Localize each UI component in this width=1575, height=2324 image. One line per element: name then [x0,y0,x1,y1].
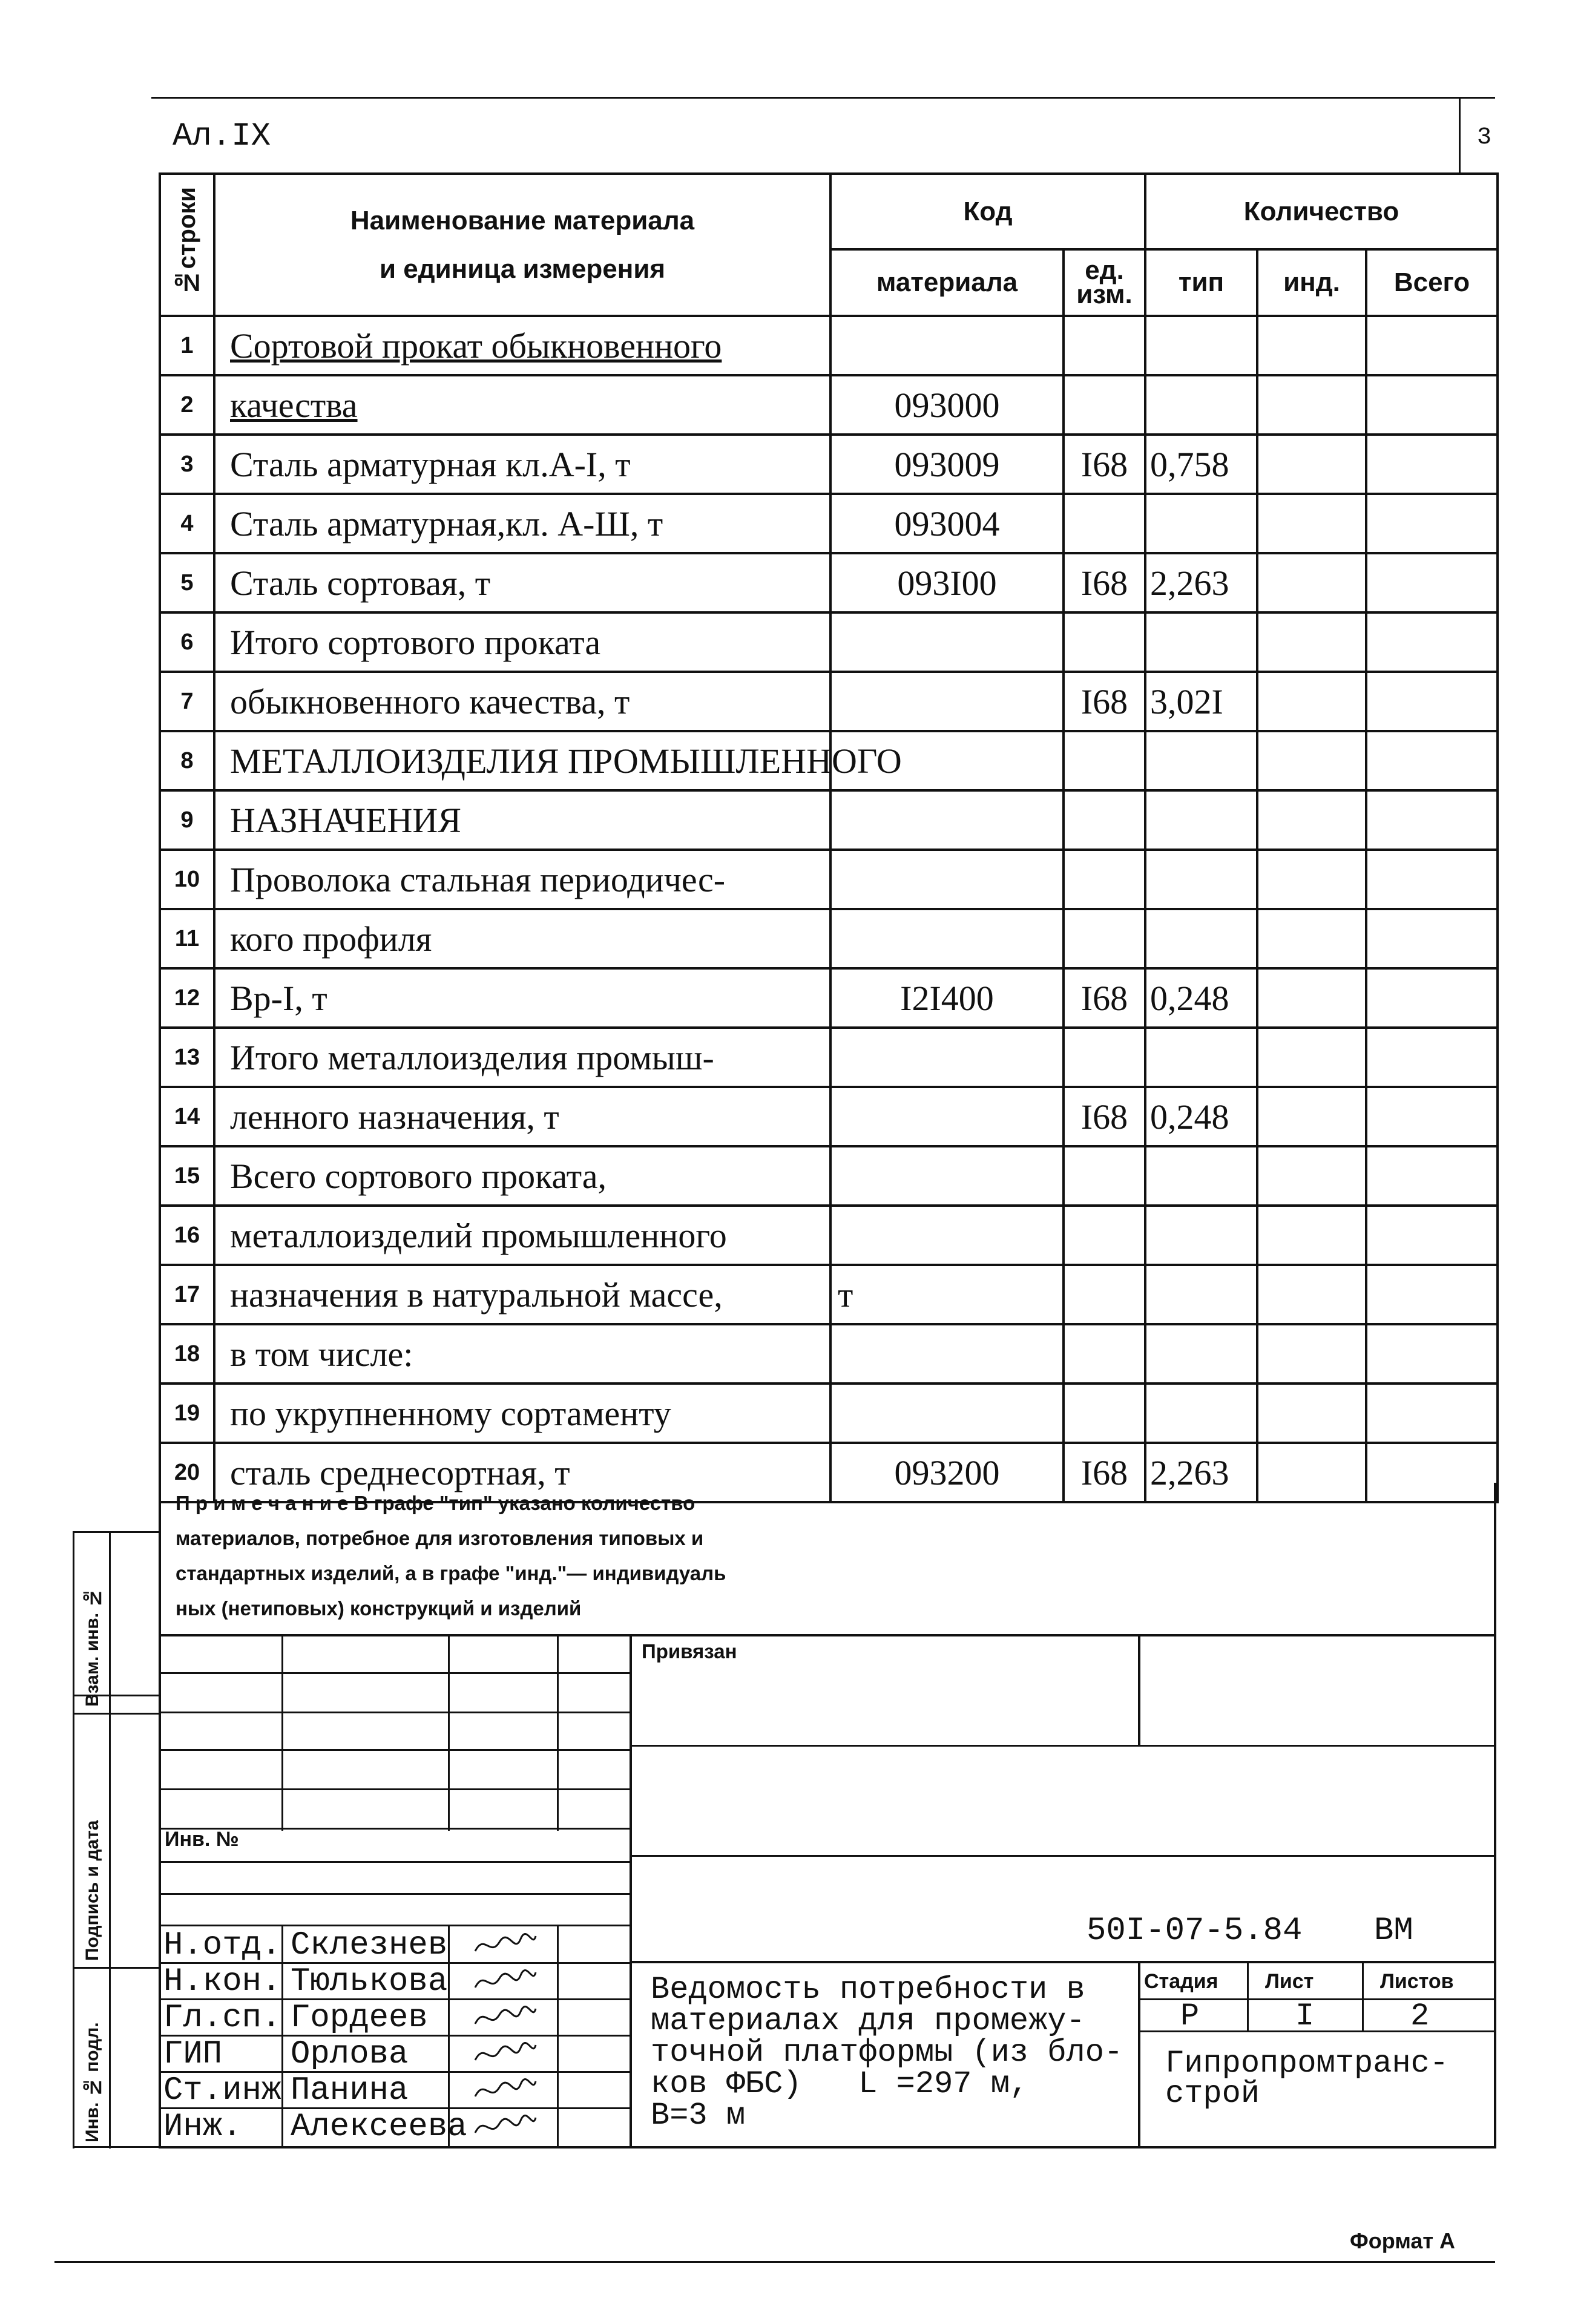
row-number: 14 [160,1087,214,1146]
doc-mark: ВМ [1374,1912,1413,1949]
signature-name: Панина [291,2072,409,2109]
row-number: 10 [160,850,214,909]
table-row [160,494,1498,553]
organization: Гипропромтранс- строй [1165,2046,1449,2112]
row-number: 8 [160,731,214,790]
side-inv-podl: Инв. № подл. [82,2022,102,2142]
header-code: Код [830,174,1145,249]
qty-ind [1257,1206,1366,1265]
material-code [830,612,1064,672]
material-code: 093I00 [830,553,1064,612]
signature-role: Н.кон. [163,1963,281,2000]
handwritten-signature [472,2039,539,2069]
qty-total [1366,1384,1498,1443]
format-label: Формат А [1350,2228,1456,2253]
table-row [160,1206,1498,1265]
material-name: металлоизделий промышленного [214,1206,830,1265]
material-code: I2I400 [830,968,1064,1028]
unit-code [1064,1028,1145,1087]
row-number: 12 [160,968,214,1028]
material-code [830,909,1064,968]
material-name: Всего сортового проката, [214,1146,830,1206]
side-inv-vz: Взам. инв. № [82,1587,102,1707]
materials-table [159,172,1499,1503]
stage-value: Р [1180,1998,1200,2034]
material-name: Итого сортового проката [214,612,830,672]
handwritten-signature [472,2075,539,2106]
header-name: Наименование материала и единица измерения [214,174,830,316]
qty-ind [1257,1087,1366,1146]
signature-role: Гл.сп. [163,2000,281,2037]
note-line-1: П р и м е ч а н и е В графе "тип" указано количество [176,1492,695,1514]
unit-code: I68 [1064,1443,1145,1502]
qty-type [1145,494,1257,553]
bottom-rule [54,2261,1495,2263]
qty-type [1145,612,1257,672]
unit-code [1064,850,1145,909]
material-name: Сталь арматурная,кл. А-Ш, т [214,494,830,553]
handwritten-signature [472,2003,539,2033]
material-name: в том числе: [214,1324,830,1384]
unit-code [1064,731,1145,790]
table-row [160,435,1498,494]
qty-ind [1257,553,1366,612]
handwritten-signature [472,1930,539,1960]
unit-code: I68 [1064,672,1145,731]
material-name: сталь среднесортная, т [214,1443,830,1502]
material-name: МЕТАЛЛОИЗДЕЛИЯ ПРОМЫШЛЕННОГО [214,731,830,790]
materials-table-body [160,316,1498,1502]
material-name: Сталь арматурная кл.А-I, т [214,435,830,494]
top-border-line [151,97,1495,99]
qty-ind [1257,968,1366,1028]
qty-ind [1257,1443,1366,1502]
material-name: обыкновенного качества, т [214,672,830,731]
row-number: 13 [160,1028,214,1087]
qty-type [1145,731,1257,790]
qty-total [1366,850,1498,909]
qty-total [1366,672,1498,731]
material-code [830,1087,1064,1146]
table-row [160,1265,1498,1324]
qty-total [1366,1443,1498,1502]
qty-ind [1257,316,1366,375]
qty-ind [1257,909,1366,968]
unit-code [1064,316,1145,375]
signature-name: Алексеева [291,2109,467,2145]
signature-name: Орлова [291,2036,409,2073]
row-number: 20 [160,1443,214,1502]
privyazan-label: Привязан [642,1640,737,1663]
table-row [160,375,1498,435]
qty-ind [1257,435,1366,494]
material-name: назначения в натуральной массе, [214,1265,830,1324]
header-qty-ind: инд. [1257,249,1366,316]
qty-type [1145,850,1257,909]
qty-type [1145,1265,1257,1324]
qty-type: 0,248 [1145,968,1257,1028]
stage-label: Стадия [1144,1970,1218,1993]
qty-total [1366,435,1498,494]
header-qty-total: Всего [1366,249,1498,316]
table-row [160,1146,1498,1206]
material-code [830,1028,1064,1087]
right-corner-line [1459,97,1461,172]
qty-total [1366,494,1498,553]
table-row [160,968,1498,1028]
signature-role: Ст.инж [163,2072,281,2109]
unit-code: I68 [1064,553,1145,612]
document-description: Ведомость потребности в материалах для промежу- точной платформы (из бло- ков ФБС) L =297 м, В=3 м [651,1972,1123,2133]
table-row [160,553,1498,612]
qty-total [1366,553,1498,612]
material-code: 093009 [830,435,1064,494]
table-row [160,731,1498,790]
handwritten-signature [472,1966,539,1997]
note-box-left [159,1483,161,1634]
sheet-label: Ал.IX [173,118,271,155]
unit-code [1064,909,1145,968]
signature-role: Инж. [163,2109,242,2145]
unit-code [1064,1384,1145,1443]
handwritten-signature [472,2112,539,2142]
note-text [176,1486,1205,1626]
signature-name: Склезнев [291,1927,448,1964]
table-row [160,1324,1498,1384]
row-number: 2 [160,375,214,435]
row-number: 6 [160,612,214,672]
table-row [160,1087,1498,1146]
qty-ind [1257,731,1366,790]
table-row [160,790,1498,850]
material-name: Сталь сортовая, т [214,553,830,612]
table-row [160,909,1498,968]
material-code [830,316,1064,375]
qty-ind [1257,790,1366,850]
qty-total [1366,375,1498,435]
material-code [830,1384,1064,1443]
qty-total [1366,790,1498,850]
qty-total [1366,968,1498,1028]
sheets-total-value: 2 [1410,1998,1430,2034]
material-name: Сортовой прокат обыкновенного [214,316,830,375]
qty-ind [1257,1265,1366,1324]
corner-number: 3 [1477,124,1492,151]
qty-ind [1257,612,1366,672]
unit-code: I68 [1064,968,1145,1028]
unit-code: I68 [1064,1087,1145,1146]
qty-total [1366,1087,1498,1146]
qty-total [1366,1146,1498,1206]
header-code-material: материала [830,249,1064,316]
signature-name: Гордеев [291,2000,428,2037]
side-podpis: Подпись и дата [82,1820,102,1961]
qty-ind [1257,494,1366,553]
qty-type [1145,1206,1257,1265]
material-code [830,1146,1064,1206]
row-number: 17 [160,1265,214,1324]
note-line-4: ных (нетиповых) конструкций и изделий [176,1597,582,1620]
qty-total [1366,1265,1498,1324]
qty-ind [1257,1384,1366,1443]
row-number: 9 [160,790,214,850]
unit-code [1064,612,1145,672]
qty-type: 2,263 [1145,1443,1257,1502]
unit-code [1064,1146,1145,1206]
qty-type [1145,1384,1257,1443]
qty-ind [1257,1324,1366,1384]
qty-total [1366,909,1498,968]
material-name: НАЗНАЧЕНИЯ [214,790,830,850]
table-row [160,316,1498,375]
qty-type [1145,909,1257,968]
unit-code [1064,494,1145,553]
qty-type [1145,316,1257,375]
note-line-2: материалов, потребное для изготовления типовых и [176,1527,704,1549]
doc-code: 50I-07-5.84 [1087,1912,1303,1949]
material-name: Проволока стальная периодичес- [214,850,830,909]
qty-type [1145,375,1257,435]
material-code [830,1206,1064,1265]
unit-code [1064,1206,1145,1265]
note-box-right [1494,1483,1496,1634]
qty-type [1145,1146,1257,1206]
qty-total [1366,731,1498,790]
qty-type: 3,02I [1145,672,1257,731]
material-code: т [830,1265,1064,1324]
material-name: Итого металлоизделия промыш- [214,1028,830,1087]
row-number: 16 [160,1206,214,1265]
header-code-unit: ед. изм. [1064,249,1145,316]
unit-code [1064,1324,1145,1384]
qty-type [1145,1028,1257,1087]
note-line-3: стандартных изделий, а в графе "инд."— индивидуаль [176,1562,726,1584]
table-row [160,1384,1498,1443]
qty-total [1366,1206,1498,1265]
material-name: кого профиля [214,909,830,968]
material-code [830,1324,1064,1384]
qty-ind [1257,850,1366,909]
material-code [830,790,1064,850]
material-name: Вр-I, т [214,968,830,1028]
qty-ind [1257,375,1366,435]
signature-role: Н.отд. [163,1927,281,1964]
material-code: 093004 [830,494,1064,553]
row-number: 4 [160,494,214,553]
qty-type: 2,263 [1145,553,1257,612]
material-code [830,850,1064,909]
sheets-total-label: Листов [1380,1970,1454,1993]
qty-ind [1257,1146,1366,1206]
material-name: качества [214,375,830,435]
header-qty-type: тип [1145,249,1257,316]
unit-code [1064,375,1145,435]
unit-code: I68 [1064,435,1145,494]
material-name: ленного назначения, т [214,1087,830,1146]
sheet-value: I [1295,1998,1315,2034]
table-row [160,1028,1498,1087]
table-row [160,850,1498,909]
table-row [160,672,1498,731]
table-row [160,612,1498,672]
material-name: по укрупненному сортаменту [214,1384,830,1443]
qty-ind [1257,672,1366,731]
qty-total [1366,316,1498,375]
qty-total [1366,1324,1498,1384]
row-number: 15 [160,1146,214,1206]
qty-ind [1257,1028,1366,1087]
row-number: 11 [160,909,214,968]
qty-type: 0,248 [1145,1087,1257,1146]
material-code: 093000 [830,375,1064,435]
row-number: 1 [160,316,214,375]
row-number: 3 [160,435,214,494]
row-number: 19 [160,1384,214,1443]
qty-total [1366,612,1498,672]
qty-type [1145,790,1257,850]
signature-name: Тюлькова [291,1963,448,2000]
qty-total [1366,1028,1498,1087]
row-number: 7 [160,672,214,731]
row-number: 5 [160,553,214,612]
sheet-num-label: Лист [1265,1970,1314,1993]
inv-no-label: Инв. № [165,1828,239,1851]
header-row-no: №строки [160,174,214,316]
unit-code [1064,1265,1145,1324]
signature-role: ГИП [163,2036,223,2073]
row-number: 18 [160,1324,214,1384]
material-code: 093200 [830,1443,1064,1502]
material-code [830,672,1064,731]
header-quantity: Количество [1145,174,1498,249]
unit-code [1064,790,1145,850]
qty-type [1145,1324,1257,1384]
qty-type: 0,758 [1145,435,1257,494]
